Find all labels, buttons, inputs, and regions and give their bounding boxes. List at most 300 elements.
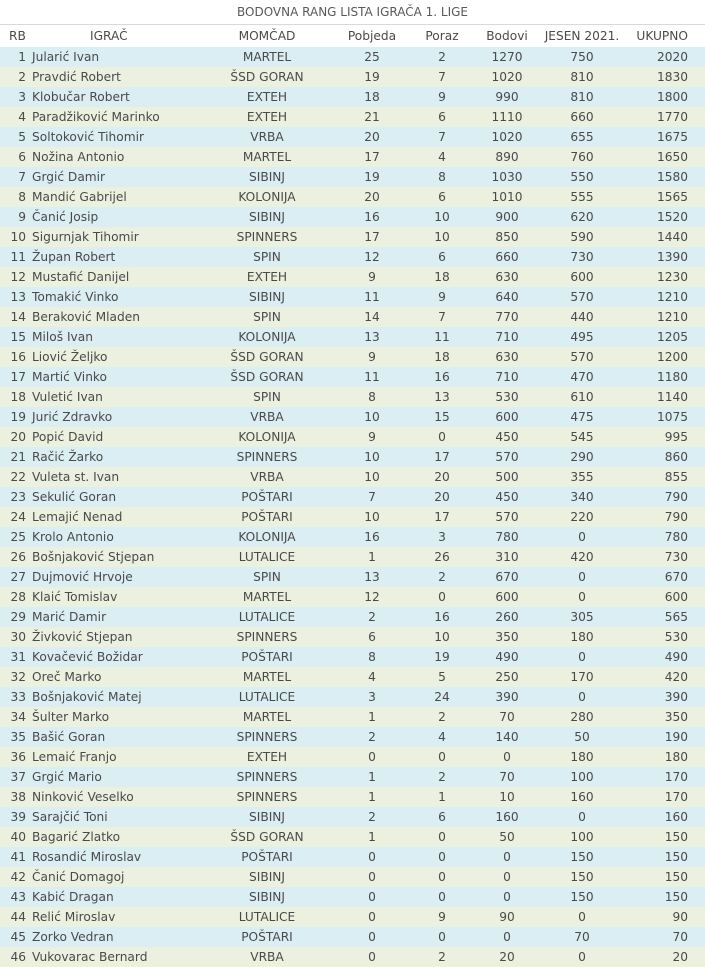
cell-player: Mustafić Danijel [32,270,130,284]
cell-losses: 2 [438,950,446,964]
cell-team: MARTEL [242,590,292,604]
cell-autumn: 100 [570,830,594,844]
cell-points: 780 [495,530,519,544]
cell-wins: 9 [368,270,376,284]
cell-rank: 11 [10,250,26,264]
cell-rank: 7 [18,170,26,184]
cell-total: 390 [664,690,688,704]
cell-autumn: 50 [574,730,590,744]
cell-points: 670 [495,570,519,584]
cell-team: SIBINJ [249,290,285,304]
cell-points: 660 [495,250,519,264]
cell-total: 1440 [656,230,688,244]
cell-autumn: 810 [570,70,594,84]
cell-losses: 16 [434,370,450,384]
cell-points: 1110 [491,110,523,124]
cell-points: 1030 [491,170,523,184]
cell-rank: 13 [10,290,26,304]
cell-autumn: 420 [570,550,594,564]
cell-wins: 10 [364,410,380,424]
cell-wins: 1 [368,830,376,844]
cell-total: 160 [664,810,688,824]
cell-rank: 21 [10,450,26,464]
cell-autumn: 0 [578,910,586,924]
cell-wins: 4 [368,670,376,684]
cell-losses: 24 [434,690,450,704]
cell-losses: 4 [438,730,446,744]
cell-autumn: 100 [570,770,594,784]
table-row [0,727,705,747]
cell-team: MARTEL [242,670,292,684]
cell-points: 850 [495,230,519,244]
cell-total: 670 [664,570,688,584]
header-wins: Pobjeda [347,29,397,43]
cell-team: SPIN [253,310,281,324]
cell-rank: 27 [10,570,26,584]
cell-losses: 0 [438,430,446,444]
cell-wins: 2 [368,810,376,824]
cell-team: SIBINJ [249,170,285,184]
header-rb: RB [9,29,26,43]
table-row [0,847,705,867]
cell-autumn: 470 [570,370,594,384]
cell-rank: 8 [18,190,26,204]
cell-total: 1800 [656,90,688,104]
cell-team: LUTALICE [238,910,296,924]
cell-points: 890 [495,150,519,164]
cell-wins: 2 [368,610,376,624]
cell-points: 770 [495,310,519,324]
cell-losses: 20 [434,490,450,504]
cell-rank: 28 [10,590,26,604]
table-row [0,487,705,507]
cell-autumn: 0 [578,590,586,604]
table-row [0,267,705,287]
table-row [0,787,705,807]
cell-team: VRBA [250,470,284,484]
cell-rank: 3 [18,90,26,104]
cell-points: 0 [503,870,511,884]
cell-team: POŠTARI [241,490,293,504]
table-row [0,147,705,167]
cell-rank: 36 [10,750,26,764]
cell-autumn: 655 [570,130,594,144]
cell-wins: 20 [364,130,380,144]
cell-player: Klaić Tomislav [32,590,118,604]
cell-autumn: 220 [570,510,594,524]
cell-autumn: 590 [570,230,594,244]
cell-wins: 21 [364,110,380,124]
cell-losses: 2 [438,710,446,724]
cell-losses: 10 [434,630,450,644]
cell-total: 1205 [656,330,688,344]
table-row [0,207,705,227]
cell-autumn: 180 [570,750,594,764]
cell-autumn: 290 [570,450,594,464]
cell-wins: 20 [364,190,380,204]
cell-wins: 11 [364,290,380,304]
cell-losses: 6 [438,110,446,124]
cell-losses: 0 [438,930,446,944]
cell-rank: 32 [10,670,26,684]
cell-wins: 12 [364,250,380,264]
cell-losses: 10 [434,210,450,224]
cell-points: 450 [495,430,519,444]
table-row [0,307,705,327]
cell-wins: 0 [368,890,376,904]
cell-rank: 46 [10,950,26,964]
cell-team: MARTEL [242,150,292,164]
cell-autumn: 495 [570,330,594,344]
cell-player: Ninković Veselko [32,790,134,804]
cell-rank: 9 [18,210,26,224]
cell-points: 10 [499,790,515,804]
cell-losses: 6 [438,810,446,824]
cell-rank: 44 [10,910,26,924]
cell-rank: 30 [10,630,26,644]
cell-player: Klobučar Robert [32,90,130,104]
cell-points: 160 [495,810,519,824]
cell-player: Šulter Marko [32,710,110,724]
table-row [0,67,705,87]
cell-rank: 18 [10,390,26,404]
cell-player: Čanić Josip [32,210,99,224]
cell-rank: 38 [10,790,26,804]
cell-wins: 19 [364,170,380,184]
cell-player: Sarajčić Toni [32,810,108,824]
cell-player: Liović Željko [32,350,108,364]
cell-autumn: 550 [570,170,594,184]
table-header [0,25,705,47]
cell-total: 1140 [656,390,688,404]
cell-losses: 17 [434,450,450,464]
cell-autumn: 600 [570,270,594,284]
cell-player: Živković Stjepan [32,630,133,644]
cell-rank: 34 [10,710,26,724]
table-row [0,867,705,887]
cell-team: POŠTARI [241,650,293,664]
cell-rank: 15 [10,330,26,344]
cell-losses: 4 [438,150,446,164]
cell-total: 170 [664,790,688,804]
cell-wins: 12 [364,590,380,604]
table-row [0,467,705,487]
cell-autumn: 170 [570,670,594,684]
cell-player: Vuleta st. Ivan [32,470,120,484]
cell-player: Marić Damir [32,610,107,624]
cell-wins: 17 [364,230,380,244]
table-row [0,927,705,947]
cell-total: 150 [664,870,688,884]
cell-player: Relić Miroslav [32,910,116,924]
cell-team: SPINNERS [236,450,298,464]
cell-wins: 18 [364,90,380,104]
cell-points: 900 [495,210,519,224]
cell-autumn: 475 [570,410,594,424]
cell-total: 1390 [656,250,688,264]
cell-team: MARTEL [242,50,292,64]
cell-total: 600 [664,590,688,604]
cell-total: 1770 [656,110,688,124]
cell-total: 2020 [656,50,688,64]
cell-wins: 0 [368,850,376,864]
cell-player: Bošnjaković Matej [32,690,142,704]
cell-losses: 0 [438,590,446,604]
cell-losses: 15 [434,410,450,424]
cell-losses: 9 [438,90,446,104]
cell-wins: 1 [368,790,376,804]
table-body [0,47,705,967]
cell-rank: 29 [10,610,26,624]
cell-rank: 40 [10,830,26,844]
cell-team: SPIN [253,570,281,584]
cell-team: SIBINJ [249,810,285,824]
cell-wins: 10 [364,510,380,524]
cell-rank: 31 [10,650,26,664]
cell-total: 780 [664,530,688,544]
table-row [0,687,705,707]
cell-player: Grgić Damir [32,170,106,184]
cell-player: Krolo Antonio [32,530,114,544]
cell-rank: 12 [10,270,26,284]
cell-points: 350 [495,630,519,644]
cell-wins: 16 [364,210,380,224]
cell-team: POŠTARI [241,850,293,864]
cell-player: Lemaić Franjo [32,750,117,764]
cell-wins: 19 [364,70,380,84]
cell-wins: 9 [368,350,376,364]
cell-player: Čanić Domagoj [32,870,125,884]
cell-autumn: 620 [570,210,594,224]
cell-autumn: 180 [570,630,594,644]
cell-player: Vuletić Ivan [32,390,103,404]
cell-team: SPIN [253,250,281,264]
cell-total: 180 [664,750,688,764]
cell-wins: 1 [368,550,376,564]
cell-losses: 0 [438,870,446,884]
cell-points: 710 [495,370,519,384]
cell-losses: 7 [438,130,446,144]
table-row [0,587,705,607]
cell-points: 70 [499,710,515,724]
cell-total: 730 [664,550,688,564]
cell-total: 790 [664,490,688,504]
cell-points: 500 [495,470,519,484]
cell-points: 250 [495,670,519,684]
cell-losses: 2 [438,770,446,784]
cell-total: 860 [664,450,688,464]
cell-rank: 22 [10,470,26,484]
cell-team: LUTALICE [238,550,296,564]
cell-points: 20 [499,950,515,964]
cell-team: SPINNERS [236,730,298,744]
cell-autumn: 0 [578,950,586,964]
header-team: MOMČAD [238,29,296,43]
cell-total: 420 [664,670,688,684]
cell-wins: 1 [368,710,376,724]
cell-losses: 3 [438,530,446,544]
cell-points: 990 [495,90,519,104]
cell-team: KOLONIJA [238,330,296,344]
table-row [0,567,705,587]
cell-wins: 10 [364,470,380,484]
cell-player: Mandić Gabrijel [32,190,127,204]
cell-losses: 20 [434,470,450,484]
table-row [0,827,705,847]
cell-total: 1650 [656,150,688,164]
cell-rank: 5 [18,130,26,144]
header-total: UKUPNO [636,29,688,43]
cell-rank: 6 [18,150,26,164]
cell-wins: 0 [368,950,376,964]
table-row [0,807,705,827]
cell-team: POŠTARI [241,510,293,524]
cell-points: 1020 [491,130,523,144]
table-row [0,347,705,367]
header-autumn: JESEN 2021. [544,29,620,43]
cell-losses: 9 [438,910,446,924]
cell-total: 190 [664,730,688,744]
cell-autumn: 160 [570,790,594,804]
table-row [0,387,705,407]
cell-total: 90 [672,910,688,924]
cell-player: Kovačević Božidar [32,650,143,664]
table-row [0,187,705,207]
table-row [0,407,705,427]
cell-points: 570 [495,510,519,524]
cell-autumn: 760 [570,150,594,164]
cell-total: 855 [664,470,688,484]
cell-autumn: 545 [570,430,594,444]
cell-player: Jurić Zdravko [32,410,113,424]
cell-wins: 16 [364,530,380,544]
cell-total: 530 [664,630,688,644]
cell-losses: 10 [434,230,450,244]
cell-total: 1210 [656,310,688,324]
cell-autumn: 0 [578,650,586,664]
cell-rank: 23 [10,490,26,504]
cell-total: 1675 [656,130,688,144]
cell-player: Popić David [32,430,104,444]
cell-player: Pravdić Robert [32,70,121,84]
cell-losses: 7 [438,70,446,84]
cell-wins: 9 [368,430,376,444]
cell-player: Lemajić Nenad [32,510,123,524]
table-row [0,87,705,107]
cell-team: SIBINJ [249,870,285,884]
cell-rank: 39 [10,810,26,824]
cell-team: EXTEH [246,110,288,124]
cell-total: 1200 [656,350,688,364]
cell-points: 630 [495,350,519,364]
cell-total: 1210 [656,290,688,304]
cell-total: 150 [664,830,688,844]
cell-rank: 45 [10,930,26,944]
cell-points: 630 [495,270,519,284]
table-row [0,747,705,767]
table-row [0,247,705,267]
table-row [0,327,705,347]
cell-total: 995 [664,430,688,444]
cell-total: 1230 [656,270,688,284]
cell-losses: 26 [434,550,450,564]
cell-team: KOLONIJA [238,190,296,204]
table-row [0,227,705,247]
cell-points: 600 [495,590,519,604]
cell-rank: 25 [10,530,26,544]
table-row [0,887,705,907]
cell-player: Sigurnjak Tihomir [32,230,139,244]
cell-player: Soltoković Tihomir [32,130,144,144]
cell-rank: 19 [10,410,26,424]
cell-autumn: 570 [570,350,594,364]
cell-wins: 10 [364,450,380,464]
cell-points: 260 [495,610,519,624]
cell-autumn: 555 [570,190,594,204]
cell-player: Račić Žarko [32,450,104,464]
cell-total: 150 [664,890,688,904]
cell-rank: 43 [10,890,26,904]
cell-team: EXTEH [246,90,288,104]
table-row [0,707,705,727]
cell-rank: 24 [10,510,26,524]
cell-autumn: 750 [570,50,594,64]
cell-losses: 0 [438,850,446,864]
cell-player: Kabić Dragan [32,890,114,904]
cell-total: 1580 [656,170,688,184]
cell-points: 600 [495,410,519,424]
cell-autumn: 810 [570,90,594,104]
table-row [0,287,705,307]
cell-total: 1565 [656,190,688,204]
cell-rank: 35 [10,730,26,744]
cell-losses: 16 [434,610,450,624]
cell-losses: 19 [434,650,450,664]
cell-losses: 9 [438,290,446,304]
cell-losses: 5 [438,670,446,684]
cell-rank: 37 [10,770,26,784]
table-row [0,167,705,187]
cell-rank: 42 [10,870,26,884]
cell-team: VRBA [250,130,284,144]
cell-points: 0 [503,930,511,944]
cell-rank: 26 [10,550,26,564]
ranking-table [0,25,705,967]
cell-player: Beraković Mladen [32,310,140,324]
cell-autumn: 150 [570,890,594,904]
cell-losses: 11 [434,330,450,344]
cell-autumn: 660 [570,110,594,124]
cell-total: 350 [664,710,688,724]
cell-losses: 13 [434,390,450,404]
header-losses: Poraz [425,29,459,43]
cell-team: ŠSD GORAN [230,830,304,844]
cell-total: 20 [672,950,688,964]
cell-rank: 20 [10,430,26,444]
cell-wins: 13 [364,570,380,584]
cell-points: 50 [499,830,515,844]
cell-points: 140 [495,730,519,744]
cell-autumn: 70 [574,930,590,944]
table-row [0,527,705,547]
cell-losses: 8 [438,170,446,184]
cell-player: Martić Vinko [32,370,107,384]
cell-player: Nožina Antonio [32,150,125,164]
table-row [0,507,705,527]
cell-team: SIBINJ [249,210,285,224]
cell-team: SPINNERS [236,230,298,244]
cell-rank: 41 [10,850,26,864]
